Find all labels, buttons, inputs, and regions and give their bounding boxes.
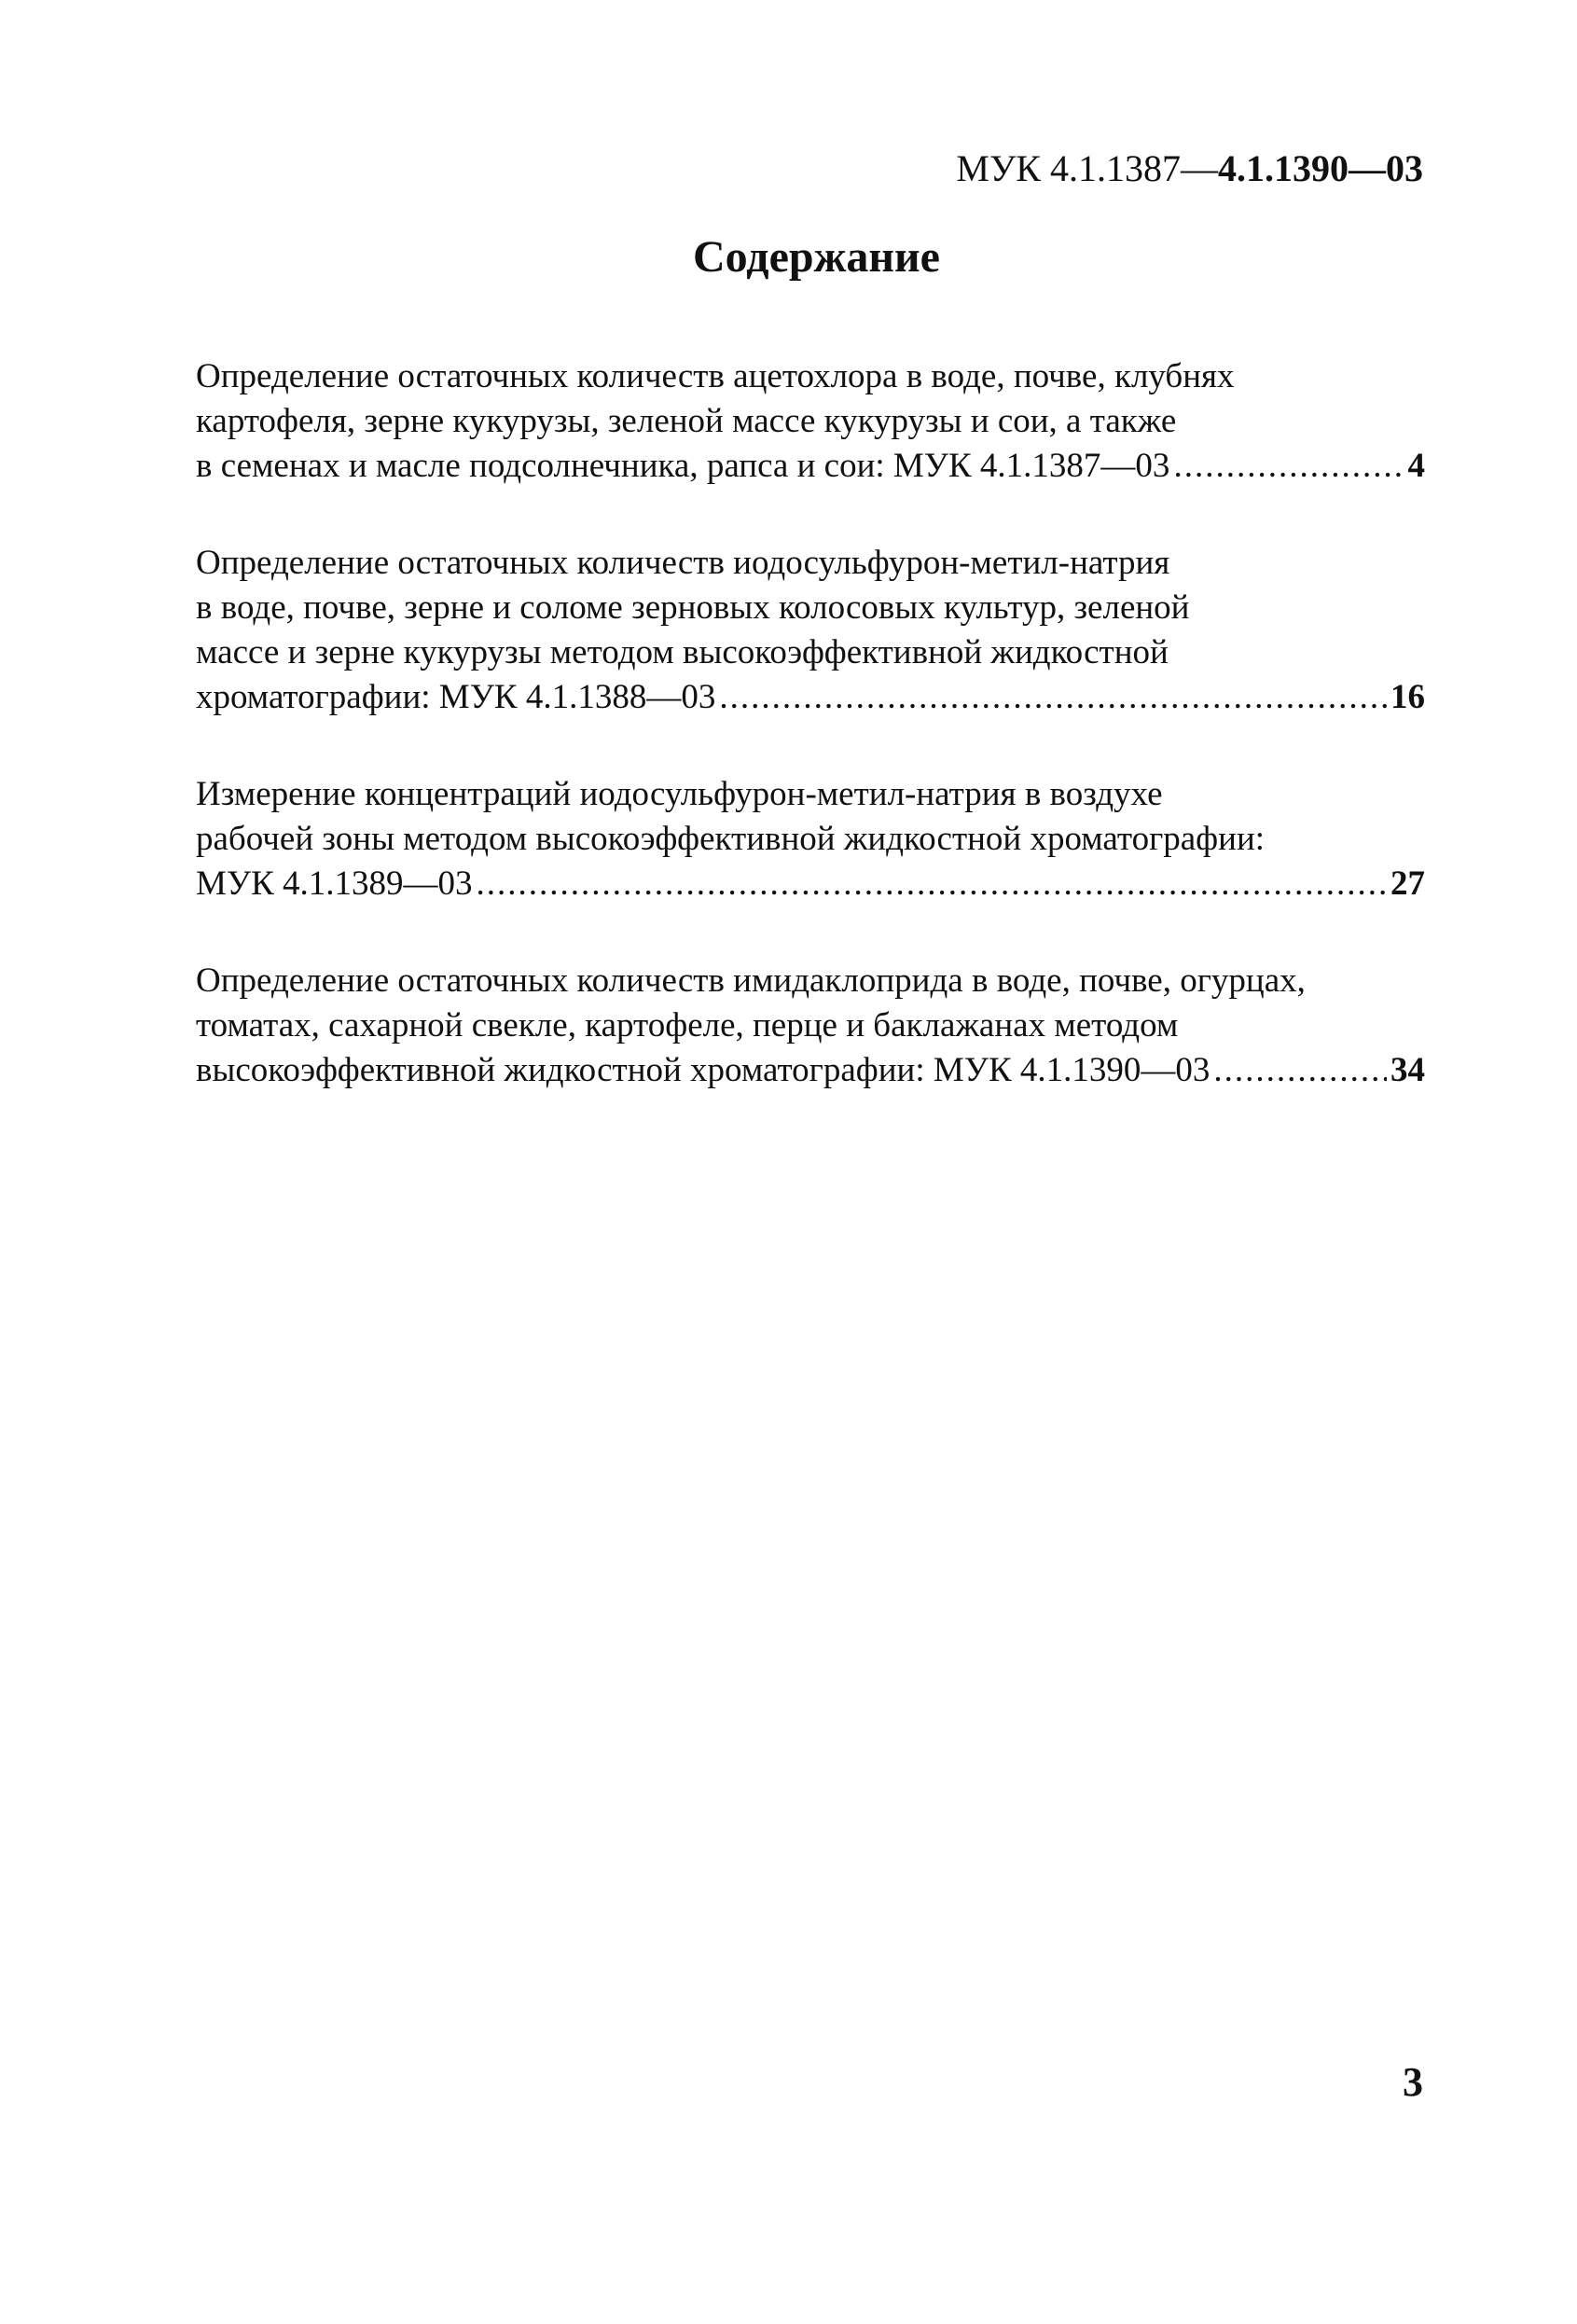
dot-leader [1173, 444, 1404, 489]
toc-entry-last-line [196, 675, 1425, 720]
document-code-prefix: МУК 4.1.1387— [956, 147, 1218, 189]
toc-entry-text-line: Определение остаточных количеств иодосульфурон-метил-натрия [196, 544, 1170, 582]
toc-entry-text-line: высокоэффективной жидкостной хроматографии: МУК 4.1.1390—03 [196, 1051, 1210, 1089]
dot-leader [719, 675, 1387, 720]
toc-entry-text-line: хроматографии: МУК 4.1.1388—03 [196, 678, 716, 716]
toc-entry-text-line: МУК 4.1.1389—03 [196, 865, 473, 903]
document-code-header [956, 147, 1423, 190]
toc-entry-page-number: 34 [1390, 1051, 1425, 1089]
toc-entry[interactable] [196, 772, 1425, 906]
toc-entry[interactable] [196, 354, 1425, 489]
toc-entry-text-line: массе и зерне кукурузы методом высокоэффективной жидкостной [196, 633, 1169, 671]
dot-leader [477, 862, 1387, 906]
toc-entry[interactable] [196, 541, 1425, 720]
toc-entry-page-number: 4 [1407, 447, 1425, 485]
document-code-range: 4.1.1390—03 [1218, 147, 1423, 189]
toc-entry-page-number: 16 [1390, 678, 1425, 716]
table-of-contents [196, 354, 1425, 1145]
dot-leader [1213, 1048, 1387, 1093]
toc-title: Содержание [693, 232, 940, 282]
toc-entry-text-line: томатах, сахарной свекле, картофеле, перце и баклажанах методом [196, 1006, 1179, 1044]
toc-entry-text-line: в воде, почве, зерне и соломе зерновых колосовых культур, зеленой [196, 588, 1190, 627]
toc-entry-text-line: Измерение концентраций иодосульфурон-метил-натрия в воздухе [196, 775, 1163, 813]
toc-entry-last-line [196, 1048, 1425, 1093]
toc-entry-text-line: рабочей зоны методом высокоэффективной жидкостной хроматографии: [196, 820, 1266, 858]
toc-entry-text-line: картофеля, зерне кукурузы, зеленой массе кукурузы и сои, а также [196, 402, 1177, 440]
toc-entry[interactable] [196, 959, 1425, 1093]
toc-entry-text-line: Определение остаточных количеств ацетохлора в воде, почве, клубнях [196, 357, 1235, 395]
toc-entry-last-line [196, 862, 1425, 906]
page-number: 3 [1403, 2059, 1423, 2105]
toc-entry-text-line: в семенах и масле подсолнечника, рапса и сои: МУК 4.1.1387—03 [196, 447, 1170, 485]
toc-entry-text-line: Определение остаточных количеств имидаклоприда в воде, почве, огурцах, [196, 961, 1306, 1000]
toc-entry-last-line [196, 444, 1425, 489]
toc-entry-page-number: 27 [1390, 865, 1425, 903]
